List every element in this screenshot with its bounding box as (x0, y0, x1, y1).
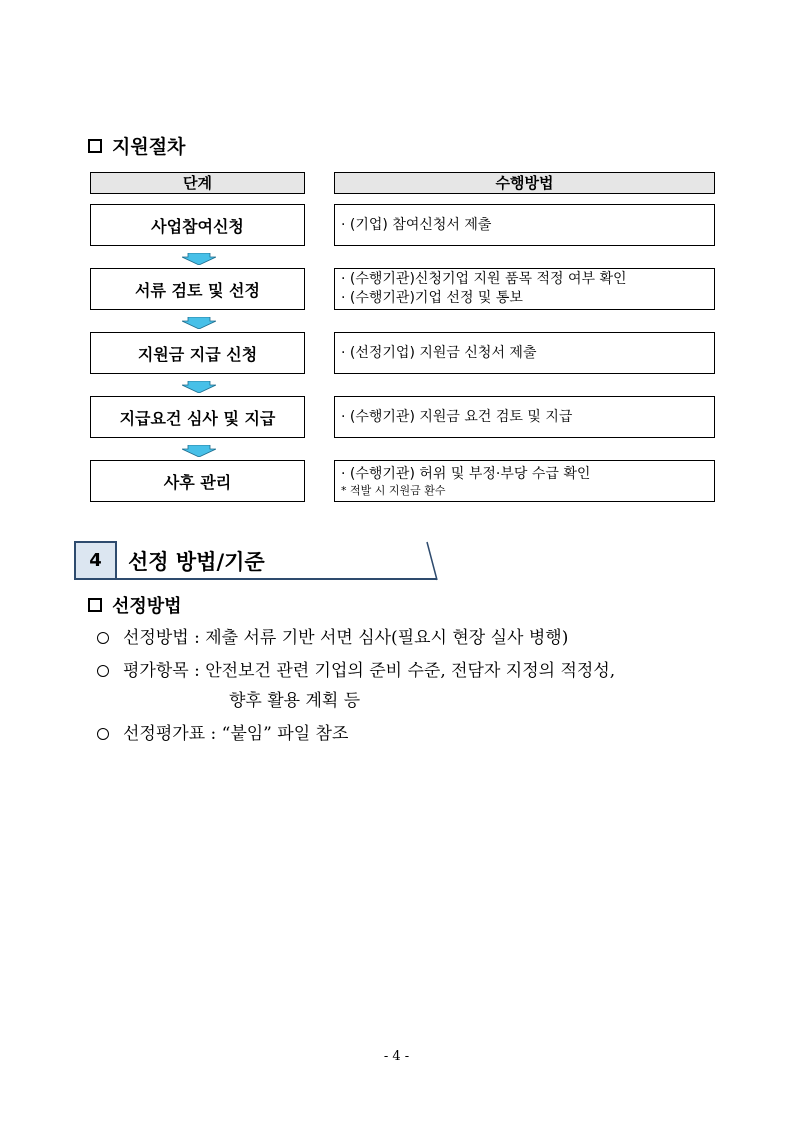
header-step: 단계 (90, 172, 305, 194)
desc-line: · (수행기관)기업 선정 및 통보 (341, 290, 523, 306)
selection-item-3 (97, 719, 348, 744)
square-bullet-icon (88, 139, 102, 153)
step-label: 서류 검토 및 선정 (135, 280, 260, 300)
step-label: 지원금 지급 신청 (137, 344, 258, 364)
step-desc-4 (334, 396, 715, 438)
down-arrow-icon (182, 253, 216, 265)
selection-item-2 (97, 656, 615, 681)
down-arrow-icon (182, 317, 216, 329)
step-desc-1 (334, 204, 715, 246)
selection-item-text: 선정평가표 : “붙임” 파일 참조 (123, 724, 349, 744)
step-box-2 (90, 268, 305, 310)
desc-line: · (수행기관) 지원금 요건 검토 및 지급 (341, 408, 573, 425)
selection-item-2-continuation: 향후 활용 계획 등 (229, 691, 361, 711)
circle-bullet-icon (97, 665, 109, 677)
step-label: 지급요건 심사 및 지급 (119, 408, 276, 428)
step-box-3 (90, 332, 305, 374)
desc-note: * 적발 시 지원금 환수 (341, 483, 446, 497)
desc-line: · (선정기업) 지원금 신청서 제출 (341, 344, 537, 361)
section-number-box (74, 541, 117, 580)
step-box-5 (90, 460, 305, 502)
down-arrow-icon (182, 381, 216, 393)
page-number: - 4 - (383, 1049, 410, 1064)
circle-bullet-icon (97, 632, 109, 644)
desc-line: · (기업) 참여신청서 제출 (341, 216, 492, 233)
step-desc-2 (334, 268, 715, 310)
section-title: 선정 방법/기준 (128, 550, 265, 574)
selection-title-text: 선정방법 (112, 596, 182, 617)
desc-line: · (수행기관)신청기업 지원 품목 적정 여부 확인 (341, 271, 627, 287)
selection-item-1 (97, 623, 568, 648)
step-label: 사업참여신청 (151, 216, 244, 236)
section-diagonal-decoration (400, 540, 440, 582)
section-underline (117, 578, 437, 580)
selection-item-text: 평가항목 : 안전보건 관련 기업의 준비 수준, 전담자 지정의 적정성, (123, 661, 616, 681)
step-label: 사후 관리 (163, 472, 232, 492)
circle-bullet-icon (97, 728, 109, 740)
selection-item-text: 선정방법 : 제출 서류 기반 서면 심사(필요시 현장 실사 병행) (123, 628, 569, 648)
square-bullet-icon (88, 598, 102, 612)
step-box-4 (90, 396, 305, 438)
procedure-title (88, 132, 185, 159)
procedure-title-text: 지원절차 (112, 136, 186, 158)
step-box-1 (90, 204, 305, 246)
desc-line: · (수행기관) 허위 및 부정·부당 수급 확인 (341, 465, 591, 482)
step-desc-3 (334, 332, 715, 374)
header-method: 수행방법 (334, 172, 715, 194)
step-desc-5 (334, 460, 715, 502)
down-arrow-icon (182, 445, 216, 457)
section-number: 4 (89, 550, 102, 571)
selection-title (88, 592, 182, 618)
